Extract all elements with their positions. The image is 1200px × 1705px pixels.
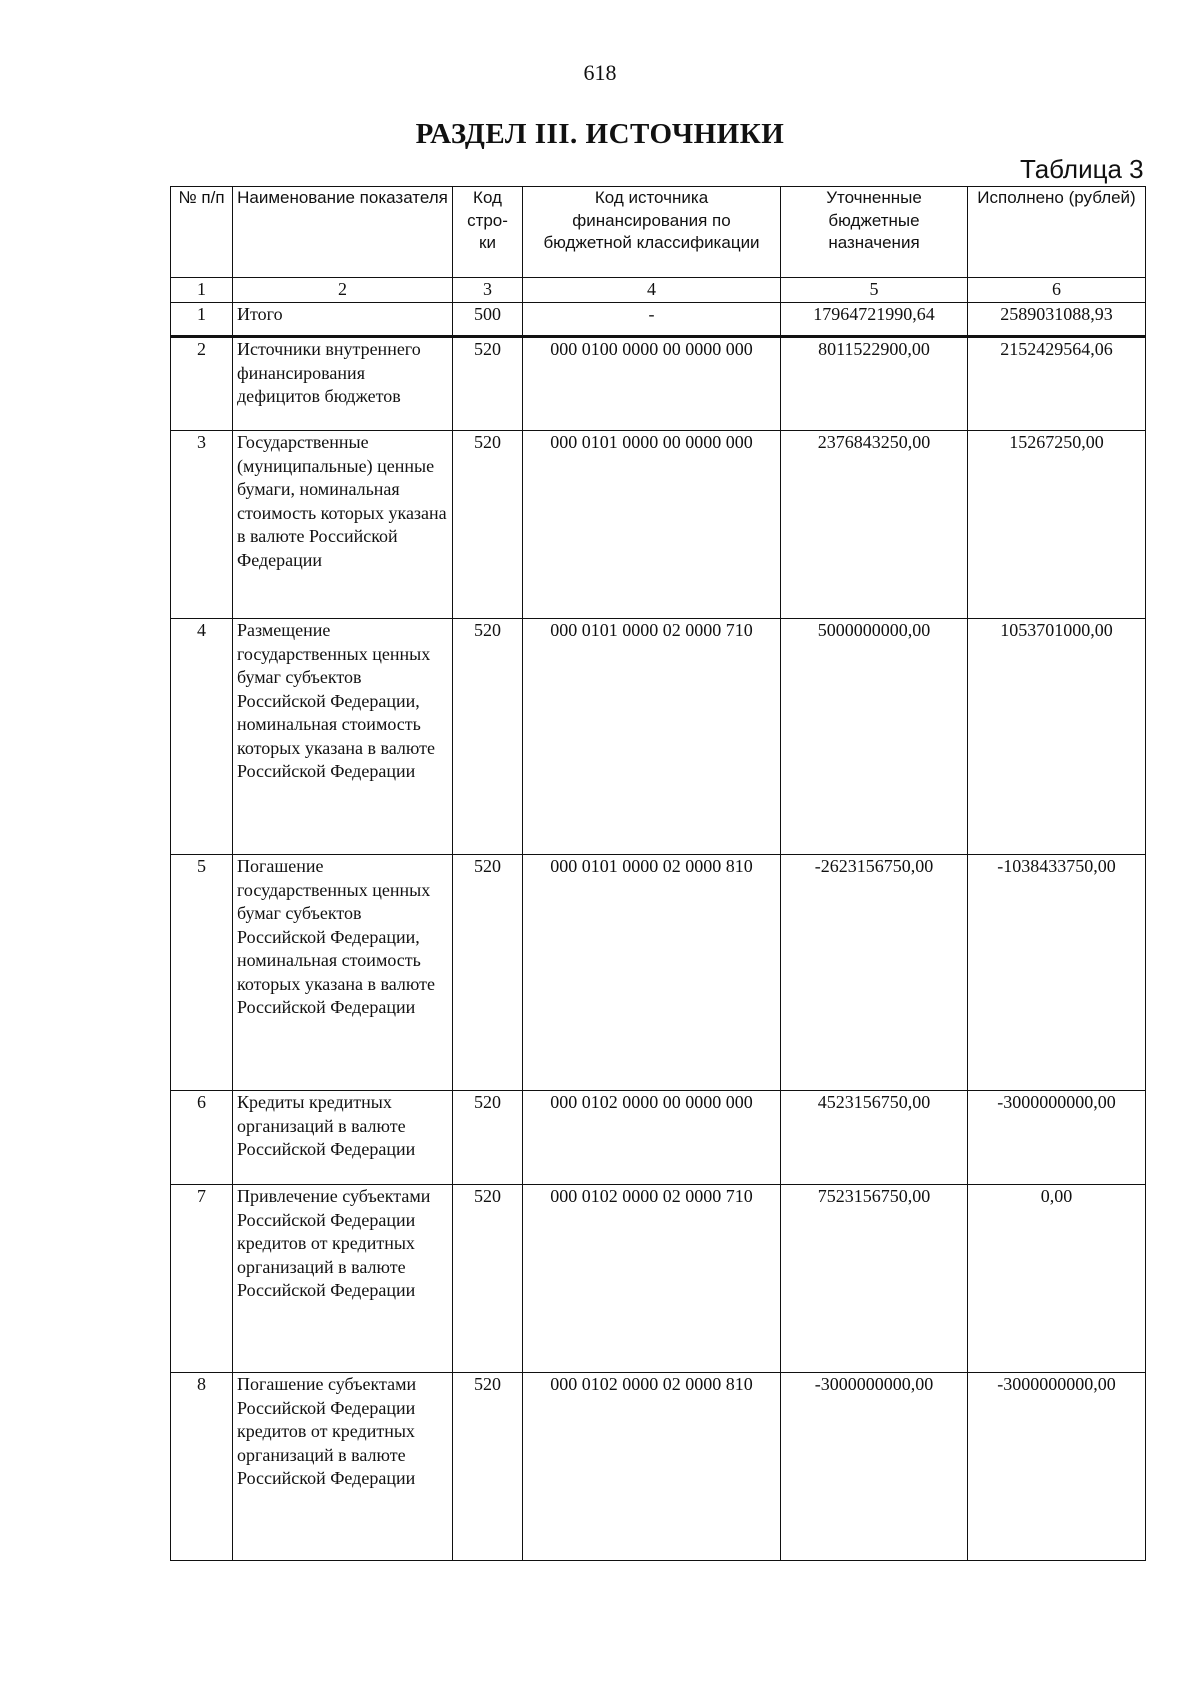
row-line-code: 520 bbox=[453, 855, 523, 1091]
header-source-code: Код источника финансирования по бюджетной классификации bbox=[523, 187, 781, 278]
row-planned: -2623156750,00 bbox=[781, 855, 968, 1091]
column-number: 6 bbox=[968, 278, 1146, 303]
row-source-code: - bbox=[523, 303, 781, 337]
header-executed: Исполнено (рублей) bbox=[968, 187, 1146, 278]
header-row bbox=[171, 187, 1146, 278]
row-num: 6 bbox=[171, 1091, 233, 1185]
sources-table bbox=[170, 186, 1146, 1561]
row-num: 1 bbox=[171, 303, 233, 337]
row-line-code: 520 bbox=[453, 619, 523, 855]
column-number: 4 bbox=[523, 278, 781, 303]
row-name: Итого bbox=[233, 303, 453, 337]
row-source-code: 000 0101 0000 02 0000 810 bbox=[523, 855, 781, 1091]
column-number-row bbox=[171, 278, 1146, 303]
row-source-code: 000 0102 0000 02 0000 710 bbox=[523, 1185, 781, 1373]
row-executed: 2589031088,93 bbox=[968, 303, 1146, 337]
row-planned: -3000000000,00 bbox=[781, 1373, 968, 1561]
row-name: Источники внутреннего финансирования дефицитов бюджетов bbox=[233, 337, 453, 431]
table-row bbox=[171, 855, 1146, 1091]
row-executed: 0,00 bbox=[968, 1185, 1146, 1373]
table-label: Таблица 3 bbox=[1020, 154, 1144, 184]
row-name: Погашение субъектами Российской Федерации кредитов от кредитных организаций в валюте Российской Федерации bbox=[233, 1373, 453, 1561]
row-planned: 7523156750,00 bbox=[781, 1185, 968, 1373]
row-planned: 5000000000,00 bbox=[781, 619, 968, 855]
header-name: Наименование показателя bbox=[233, 187, 453, 278]
table-row bbox=[171, 431, 1146, 619]
row-planned: 2376843250,00 bbox=[781, 431, 968, 619]
row-source-code: 000 0101 0000 00 0000 000 bbox=[523, 431, 781, 619]
header-planned: Уточненные бюджетные назначения bbox=[781, 187, 968, 278]
header-line-code: Код стро- ки bbox=[453, 187, 523, 278]
row-source-code: 000 0100 0000 00 0000 000 bbox=[523, 337, 781, 431]
row-executed: -3000000000,00 bbox=[968, 1373, 1146, 1561]
row-executed: -3000000000,00 bbox=[968, 1091, 1146, 1185]
table-row bbox=[171, 1373, 1146, 1561]
row-line-code: 520 bbox=[453, 337, 523, 431]
column-number: 5 bbox=[781, 278, 968, 303]
row-executed: 2152429564,06 bbox=[968, 337, 1146, 431]
row-source-code: 000 0101 0000 02 0000 710 bbox=[523, 619, 781, 855]
row-name: Привлечение субъектами Российской Федерации кредитов от кредитных организаций в валюте Российской Федерации bbox=[233, 1185, 453, 1373]
row-num: 4 bbox=[171, 619, 233, 855]
row-num: 2 bbox=[171, 337, 233, 431]
row-name: Государственные (муниципальные) ценные бумаги, номинальная стоимость которых указана в валюте Российской Федерации bbox=[233, 431, 453, 619]
row-num: 5 bbox=[171, 855, 233, 1091]
row-num: 3 bbox=[171, 431, 233, 619]
row-planned: 8011522900,00 bbox=[781, 337, 968, 431]
header-num: № п/п bbox=[171, 187, 233, 278]
row-line-code: 520 bbox=[453, 1373, 523, 1561]
row-num: 8 bbox=[171, 1373, 233, 1561]
table-row bbox=[171, 619, 1146, 855]
row-num: 7 bbox=[171, 1185, 233, 1373]
column-number: 1 bbox=[171, 278, 233, 303]
page-number: 618 bbox=[583, 60, 617, 85]
table-row bbox=[171, 1091, 1146, 1185]
row-source-code: 000 0102 0000 00 0000 000 bbox=[523, 1091, 781, 1185]
row-line-code: 520 bbox=[453, 431, 523, 619]
row-name: Погашение государственных ценных бумаг субъектов Российской Федерации, номинальная стоимость которых указана в валюте Российской Федерации bbox=[233, 855, 453, 1091]
section-title: РАЗДЕЛ III. ИСТОЧНИКИ bbox=[415, 118, 785, 150]
row-executed: -1038433750,00 bbox=[968, 855, 1146, 1091]
column-number: 2 bbox=[233, 278, 453, 303]
row-line-code: 520 bbox=[453, 1091, 523, 1185]
row-planned: 17964721990,64 bbox=[781, 303, 968, 337]
row-line-code: 520 bbox=[453, 1185, 523, 1373]
row-line-code: 500 bbox=[453, 303, 523, 337]
row-executed: 1053701000,00 bbox=[968, 619, 1146, 855]
table-row bbox=[171, 303, 1146, 337]
table-row bbox=[171, 337, 1146, 431]
row-name: Размещение государственных ценных бумаг субъектов Российской Федерации, номинальная стоимость которых указана в валюте Российской Федерации bbox=[233, 619, 453, 855]
row-planned: 4523156750,00 bbox=[781, 1091, 968, 1185]
table-row bbox=[171, 1185, 1146, 1373]
row-executed: 15267250,00 bbox=[968, 431, 1146, 619]
row-source-code: 000 0102 0000 02 0000 810 bbox=[523, 1373, 781, 1561]
column-number: 3 bbox=[453, 278, 523, 303]
row-name: Кредиты кредитных организаций в валюте Российской Федерации bbox=[233, 1091, 453, 1185]
